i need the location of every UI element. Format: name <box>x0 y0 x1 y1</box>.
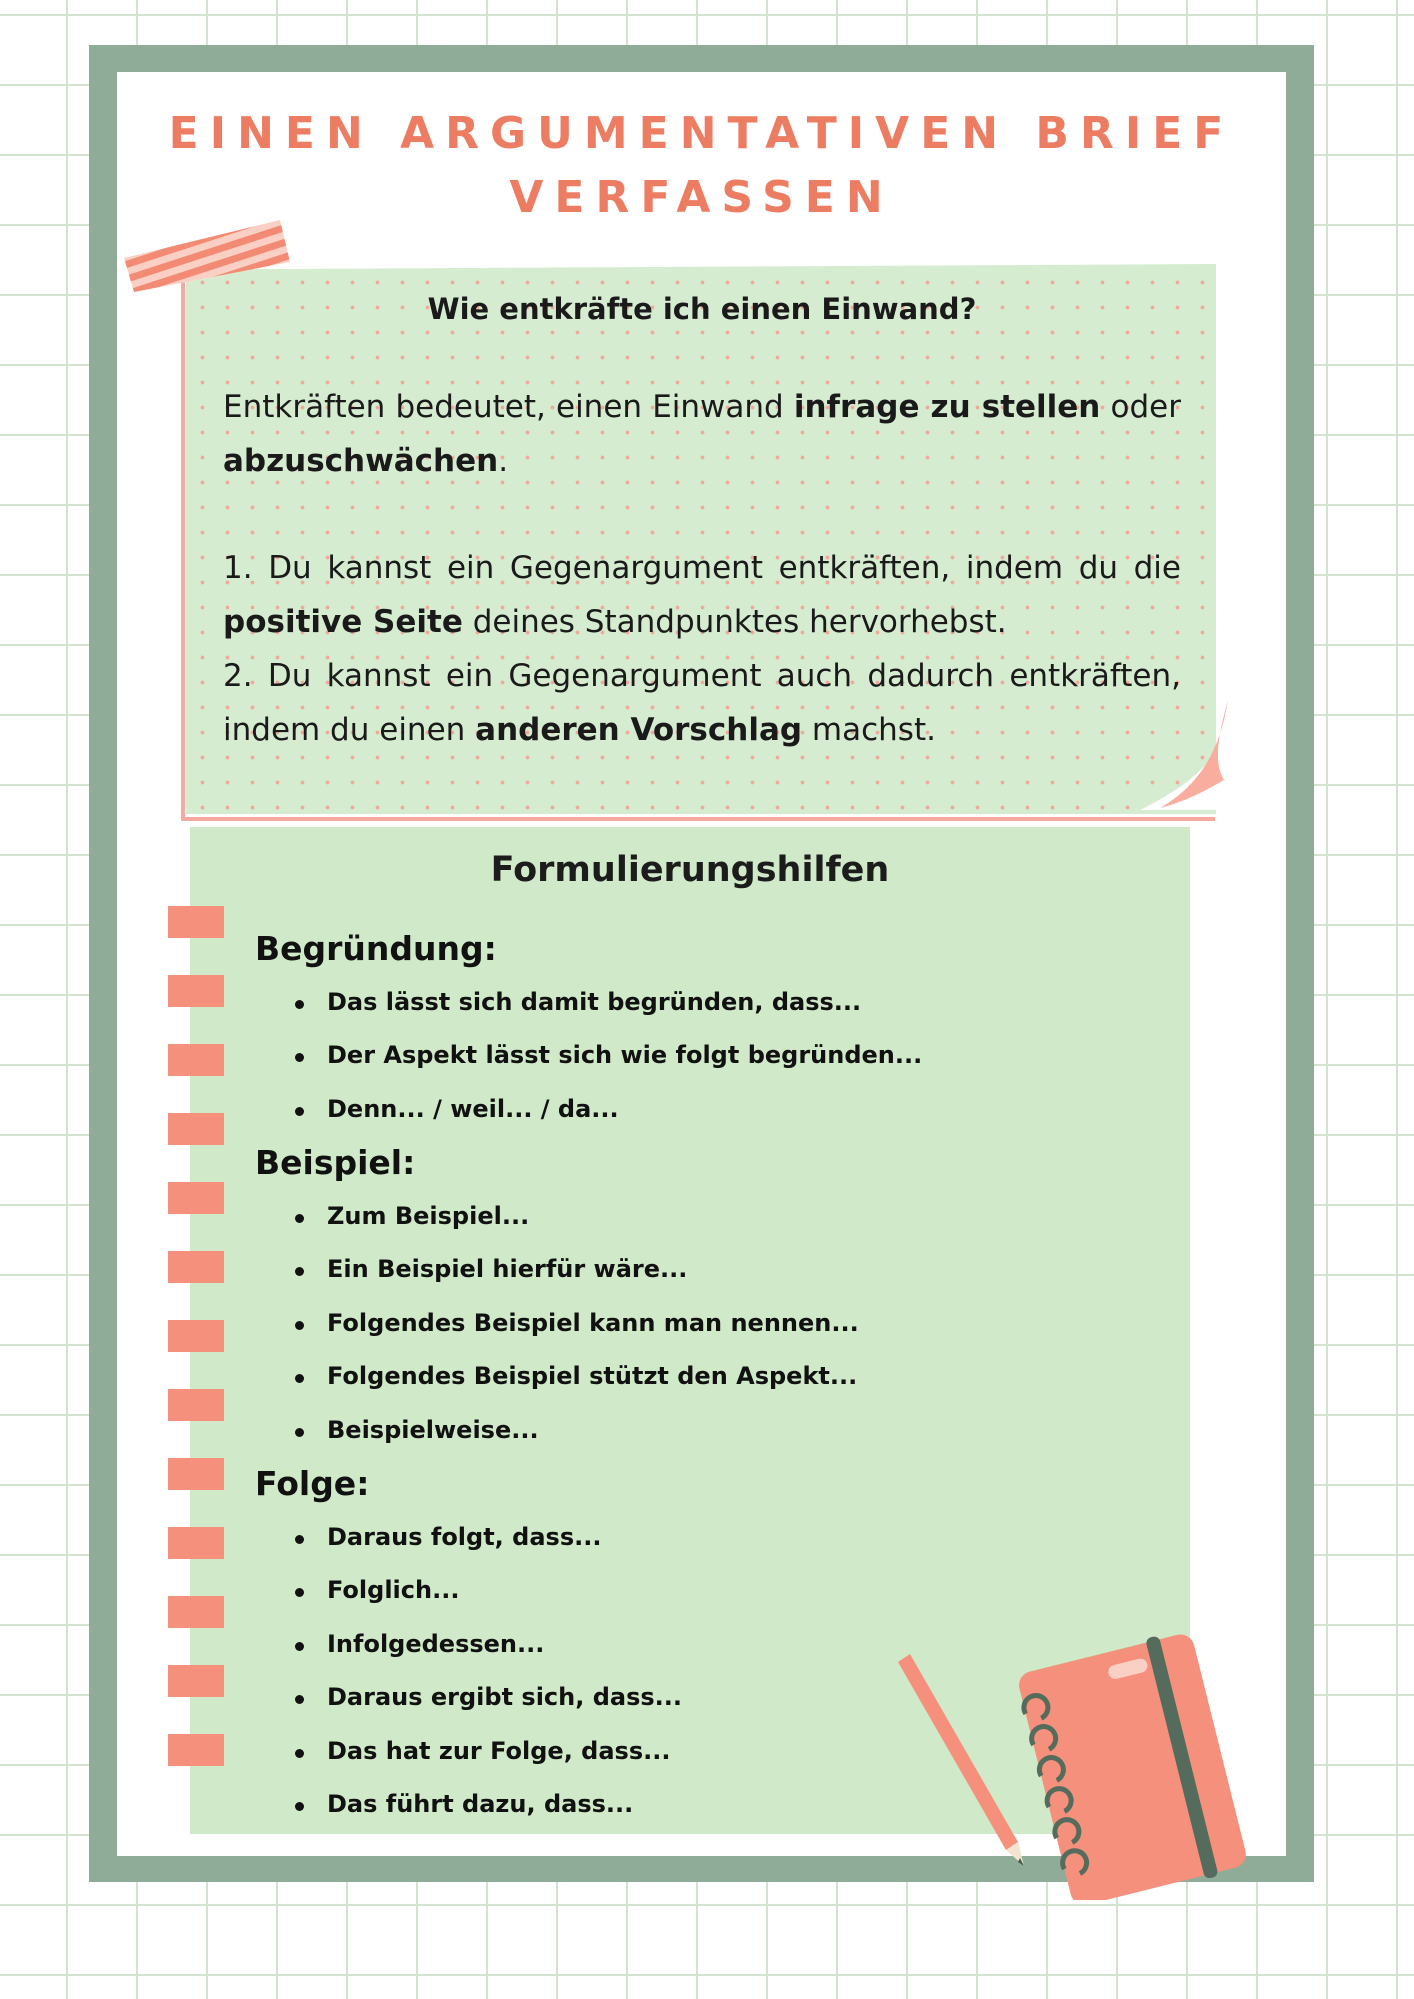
note-paragraph-point-1 <box>223 541 1181 649</box>
binder-tab <box>168 906 224 938</box>
binder-tab <box>168 1665 224 1697</box>
text-run: oder <box>1100 389 1181 425</box>
bold-run: anderen Vorschlag <box>475 712 803 748</box>
binder-tabs <box>168 906 224 1776</box>
category-label: Begründung: <box>255 929 497 968</box>
title-line-1: EINEN ARGUMENTATIVEN BRIEF <box>168 108 1235 159</box>
notebook-icon <box>890 1610 1250 1900</box>
bold-run: positive Seite <box>223 604 463 640</box>
note-paragraph-definition <box>223 380 1181 488</box>
binder-tab <box>168 1734 224 1766</box>
list-item: Daraus ergibt sich, dass... <box>255 1671 1155 1725</box>
box-title: Formulierungshilfen <box>490 850 890 890</box>
binder-tab <box>168 1113 224 1145</box>
list-item: Zum Beispiel... <box>255 1190 1155 1244</box>
list-item: Ein Beispiel hierfür wäre... <box>255 1243 1155 1297</box>
list-item: Infolgedessen... <box>255 1618 1155 1672</box>
list-item: Das lässt sich damit begründen, dass... <box>255 976 1155 1030</box>
list-item: Folglich... <box>255 1564 1155 1618</box>
list-item: Der Aspekt lässt sich wie folgt begründen... <box>255 1029 1155 1083</box>
title-line-2: VERFASSEN <box>509 172 894 223</box>
binder-tab <box>168 1458 224 1490</box>
category-label: Folge: <box>255 1464 370 1503</box>
text-run: Entkräften bedeutet, einen Einwand <box>223 389 794 425</box>
text-run: 2. Du kannst ein Gegenargument auch dadurch entkräften, indem du einen <box>223 658 1181 748</box>
list-item: Beispielweise... <box>255 1404 1155 1458</box>
list-item: Denn... / weil... / da... <box>255 1083 1155 1137</box>
binder-tab <box>168 1182 224 1214</box>
bold-run: abzuschwächen <box>223 443 499 479</box>
text-run: deines Standpunktes hervorhebst. <box>462 604 1007 640</box>
note-question: Wie entkräfte ich einen Einwand? <box>427 292 977 326</box>
text-run: . <box>498 443 509 479</box>
page-title <box>117 102 1286 230</box>
text-run: 1. Du kannst ein Gegenargument entkräften, indem du die <box>223 550 1181 586</box>
note-content <box>223 280 1181 757</box>
list-item: Das führt dazu, dass... <box>255 1778 1155 1832</box>
binder-tab <box>168 1527 224 1559</box>
binder-tab <box>168 1251 224 1283</box>
binder-tab <box>168 1596 224 1628</box>
category-label: Beispiel: <box>255 1143 416 1182</box>
binder-tab <box>168 1389 224 1421</box>
binder-tab <box>168 975 224 1007</box>
bold-run: infrage zu stellen <box>793 389 1101 425</box>
list-item: Daraus folgt, dass... <box>255 1511 1155 1565</box>
binder-tab <box>168 1320 224 1352</box>
pencil-icon <box>898 1654 1024 1866</box>
note-paragraph-point-2 <box>223 649 1181 757</box>
binder-tab <box>168 1044 224 1076</box>
list-item: Folgendes Beispiel kann man nennen... <box>255 1297 1155 1351</box>
text-run: machst. <box>802 712 936 748</box>
list-item: Folgendes Beispiel stützt den Aspekt... <box>255 1350 1155 1404</box>
list-item: Das hat zur Folge, dass... <box>255 1725 1155 1779</box>
